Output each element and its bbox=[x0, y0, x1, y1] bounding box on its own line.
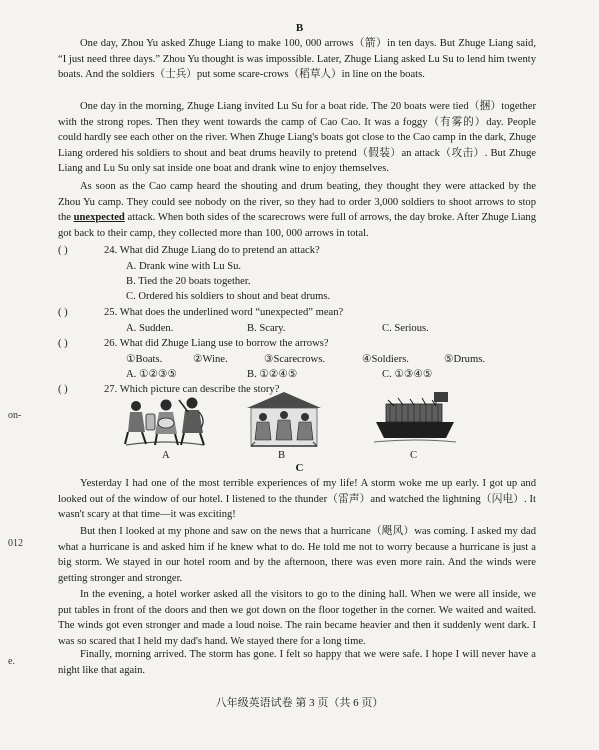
section-c-paragraph-2: But then I looked at my phone and saw on the news that a hurricane（飓风）was coming. I asked my dad what a hurricane is and asked him if he knew what to do. He told me not to worry because a hurricane is just a big storm. We stayed in our hotel room and by the afternoon, there was even more rain. And the winds were getting stronger and stronger. bbox=[58, 526, 536, 584]
picture-a-label: A bbox=[162, 450, 170, 461]
section-c-heading: C bbox=[295, 462, 304, 474]
q24-option-b: B. Tied the 20 boats together. bbox=[126, 276, 251, 287]
picture-c-label: C bbox=[410, 450, 418, 461]
section-b-heading: B bbox=[295, 22, 304, 34]
margin-note-1: on- bbox=[8, 410, 22, 421]
q26-option-c: C. ①③④⑤ bbox=[382, 369, 433, 380]
section-b-paragraph-3: As soon as the Cao camp heard the shouting and drum beating, they thought they were attacked by the Zhou Yu camp. They could see nobody on the river, so they had to order 3,000 soldiers to shoot arrows to stop the unexpected attack. When both sides of the scarecrows were full of arrows, the day broke. After Zhuge Liang got back to their camp, they collected more than 100, 000 arrows in total. bbox=[58, 181, 536, 239]
q25-option-c: C. Serious. bbox=[382, 323, 429, 334]
question-25: ( ) 25. What does the underlined word “unexpected” mean? bbox=[58, 307, 344, 318]
page-footer: 八年级英语试卷 第 3 页（共 6 页） bbox=[215, 697, 384, 709]
q26-option-b: B. ①②④⑤ bbox=[247, 369, 298, 380]
question-26: ( ) 26. What did Zhuge Liang use to borrow the arrows? bbox=[58, 338, 329, 349]
picture-a-soldiers-illustration bbox=[122, 392, 208, 448]
q26-item-2: ②Wine. bbox=[193, 354, 228, 365]
question-27: ( ) 27. Which picture can describe the story? bbox=[58, 384, 280, 395]
q26-item-1: ①Boats. bbox=[126, 354, 163, 365]
q24-option-c: C. Ordered his soldiers to shout and beat drums. bbox=[126, 291, 331, 302]
section-b-paragraph-1: One day, Zhou Yu asked Zhuge Liang to make 100, 000 arrows（箭）in ten days. But Zhuge Liang said, “I just need three days.” Zhou Yu thought is was impossible. Later, Zhuge Liang asked Lu Su to lend him twenty boats. And the soldiers（士兵）put some scare-crows（稻草人）in line on the boats. bbox=[58, 38, 536, 81]
underlined-word: unexpected bbox=[73, 212, 125, 224]
q26-item-5: ⑤Drums. bbox=[444, 354, 485, 365]
margin-note-2: 012 bbox=[8, 538, 23, 549]
answer-blank-24[interactable]: ( ) bbox=[58, 245, 68, 256]
q26-option-a: A. ①②③⑤ bbox=[126, 369, 177, 380]
q26-item-4: ④Soldiers. bbox=[362, 354, 409, 365]
q25-option-b: B. Scary. bbox=[247, 323, 286, 334]
q26-item-3: ③Scarecrows. bbox=[264, 354, 325, 365]
section-b-paragraph-2: One day in the morning, Zhuge Liang invited Lu Su for a boat ride. The 20 boats were tied（捆）together with the strong ropes. Then they went towards the camp of Cao Cao. It was a foggy（有雾的）day. People could hardly see each other on the river. When Zhuge Liang's boats got close to the Cao camp in the dark, Zhuge Liang ordered his soldiers to shout and beat drums heavily to pretend（假装）an attack（攻击）. But Zhuge Liang and Lu Su only sat inside one boat and drank wine to enjoy themselves. bbox=[58, 101, 536, 175]
q25-option-a: A. Sudden. bbox=[126, 323, 174, 334]
answer-blank-27[interactable]: ( ) bbox=[58, 384, 68, 395]
picture-b-scarecrows-illustration bbox=[245, 390, 323, 448]
question-24: ( ) 24. What did Zhuge Liang do to pretend an attack? bbox=[58, 245, 320, 256]
picture-b-label: B bbox=[278, 450, 286, 461]
answer-blank-25[interactable]: ( ) bbox=[58, 307, 68, 318]
section-c-paragraph-1: Yesterday I had one of the most terrible experiences of my life! A storm woke me up early. I got up and looked out of the window of our hotel. I listened to the thunder（雷声）and watched the lightning（闪电）. It wasn't scary at that time—it was exciting! bbox=[58, 478, 536, 521]
q24-option-a: A. Drank wine with Lu Su. bbox=[126, 261, 242, 272]
section-c-paragraph-4: Finally, morning arrived. The storm has gone. I felt so happy that we were safe. I hope I will never have a night like that again. bbox=[58, 649, 536, 676]
answer-blank-26[interactable]: ( ) bbox=[58, 338, 68, 349]
picture-c-boat-illustration bbox=[372, 390, 458, 448]
section-c-paragraph-3: In the evening, a hotel worker asked all the visitors to go to the dining hall. When we were all inside, we put tables in front of the doors and then we got down on the floor together in the corner. We waited and waited. The winds got even stronger and made a loud noise. The rain became heavier and then it suddenly went dark. I was so scared that I held my dad's hand. We stayed there for a long time. bbox=[58, 589, 536, 647]
margin-note-3: e. bbox=[8, 656, 15, 667]
